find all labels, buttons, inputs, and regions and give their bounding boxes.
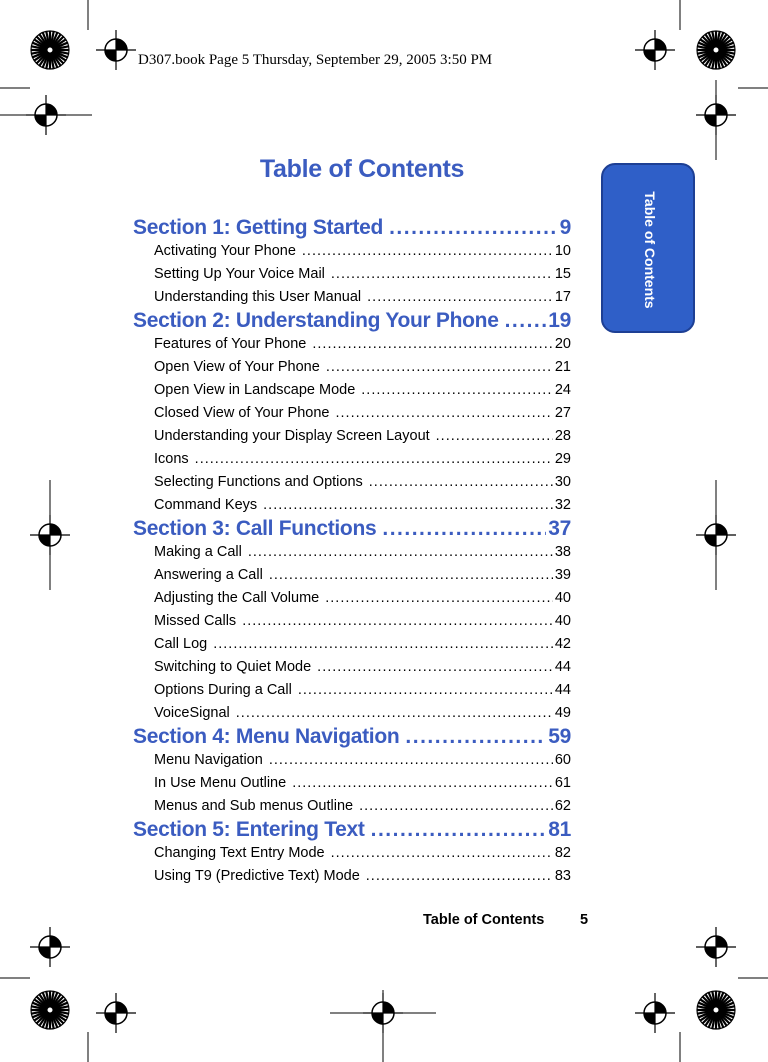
entry-title: VoiceSignal (154, 705, 230, 721)
footer-label: Table of Contents (423, 912, 545, 928)
toc-entry[interactable] (154, 587, 571, 610)
entry-title: Closed View of Your Phone (154, 405, 330, 421)
entry-title: Activating Your Phone (154, 243, 296, 259)
section-title: Section 1: Getting Started (133, 216, 384, 239)
table-of-contents (133, 216, 571, 888)
leader-dots (361, 379, 553, 402)
toc-entry[interactable] (154, 702, 571, 725)
entry-title: In Use Menu Outline (154, 775, 287, 791)
entry-page: 17 (554, 289, 571, 305)
entry-page: 15 (554, 266, 571, 282)
toc-entry[interactable] (154, 679, 571, 702)
leader-dots (505, 309, 547, 333)
section-title: Section 3: Call Functions (133, 517, 377, 540)
entry-title: Using T9 (Predictive Text) Mode (154, 868, 360, 884)
leader-dots (263, 494, 553, 517)
section-page: 37 (548, 517, 571, 540)
entry-page: 32 (554, 497, 571, 513)
leader-dots (213, 633, 553, 656)
toc-section-2[interactable] (133, 309, 571, 333)
entry-title: Setting Up Your Voice Mail (154, 266, 325, 282)
entry-page: 40 (554, 590, 571, 606)
leader-dots (366, 865, 553, 888)
side-tab (601, 163, 695, 333)
entry-title: Menu Navigation (154, 752, 263, 768)
toc-entry[interactable] (154, 286, 571, 309)
entry-page: 82 (554, 845, 571, 861)
entry-page: 28 (554, 428, 571, 444)
entry-title: Open View of Your Phone (154, 359, 320, 375)
entry-page: 20 (554, 336, 571, 352)
entry-title: Making a Call (154, 544, 242, 560)
toc-entry[interactable] (154, 448, 571, 471)
leader-dots (292, 772, 553, 795)
toc-section-1[interactable] (133, 216, 571, 240)
section-page: 59 (548, 725, 571, 748)
toc-entry[interactable] (154, 865, 571, 888)
toc-entry[interactable] (154, 425, 571, 448)
leader-dots (326, 356, 553, 379)
entry-title: Missed Calls (154, 613, 237, 629)
toc-entry[interactable] (154, 379, 571, 402)
entry-page: 38 (554, 544, 571, 560)
leader-dots (367, 286, 553, 309)
leader-dots (236, 702, 553, 725)
toc-entry[interactable] (154, 356, 571, 379)
leader-dots (248, 541, 553, 564)
toc-entry[interactable] (154, 471, 571, 494)
leader-dots (389, 216, 558, 240)
entry-title: Changing Text Entry Mode (154, 845, 325, 861)
section-page: 19 (548, 309, 571, 332)
entry-page: 42 (554, 636, 571, 652)
entry-page: 49 (554, 705, 571, 721)
entry-title: Menus and Sub menus Outline (154, 798, 354, 814)
leader-dots (371, 818, 547, 842)
leader-dots (331, 842, 553, 865)
entry-title: Understanding this User Manual (154, 289, 362, 305)
toc-entry[interactable] (154, 610, 571, 633)
entry-title: Understanding your Display Screen Layout (154, 428, 430, 444)
toc-entry[interactable] (154, 564, 571, 587)
toc-entry[interactable] (154, 333, 571, 356)
entry-page: 10 (554, 243, 571, 259)
entry-title: Features of Your Phone (154, 336, 307, 352)
section-page: 9 (559, 216, 571, 239)
toc-entry[interactable] (154, 541, 571, 564)
section-title: Section 5: Entering Text (133, 818, 365, 841)
section-title: Section 2: Understanding Your Phone (133, 309, 499, 332)
leader-dots (382, 517, 546, 541)
toc-entry[interactable] (154, 240, 571, 263)
entry-title: Adjusting the Call Volume (154, 590, 320, 606)
side-tab-label: Table of Contents (642, 191, 658, 309)
entry-title: Command Keys (154, 497, 258, 513)
entry-title: Answering a Call (154, 567, 263, 583)
entry-page: 27 (554, 405, 571, 421)
toc-entry[interactable] (154, 494, 571, 517)
leader-dots (325, 587, 553, 610)
entry-page: 83 (554, 868, 571, 884)
entry-title: Switching to Quiet Mode (154, 659, 312, 675)
entry-page: 30 (554, 474, 571, 490)
leader-dots (312, 333, 552, 356)
entry-page: 62 (554, 798, 571, 814)
entry-page: 44 (554, 682, 571, 698)
entry-title: Selecting Functions and Options (154, 474, 363, 490)
section-page: 81 (548, 818, 571, 841)
toc-entry[interactable] (154, 749, 571, 772)
toc-entry[interactable] (154, 633, 571, 656)
entry-title: Options During a Call (154, 682, 292, 698)
leader-dots (405, 725, 546, 749)
entry-title: Open View in Landscape Mode (154, 382, 356, 398)
leader-dots (335, 402, 552, 425)
entry-page: 39 (554, 567, 571, 583)
toc-entry[interactable] (154, 402, 571, 425)
leader-dots (317, 656, 553, 679)
leader-dots (195, 448, 553, 471)
entry-page: 44 (554, 659, 571, 675)
section-title: Section 4: Menu Navigation (133, 725, 400, 748)
page-title: Table of Contents (259, 155, 465, 183)
footer-page-number: 5 (580, 912, 589, 928)
toc-entry[interactable] (154, 263, 571, 286)
entry-page: 29 (554, 451, 571, 467)
toc-entry[interactable] (154, 656, 571, 679)
entry-page: 60 (554, 752, 571, 768)
leader-dots (369, 471, 553, 494)
leader-dots (302, 240, 553, 263)
print-header: D307.book Page 5 Thursday, September 29, 2005 3:50 PM (138, 52, 493, 68)
leader-dots (269, 749, 553, 772)
toc-entry[interactable] (154, 842, 571, 865)
leader-dots (242, 610, 553, 633)
entry-page: 61 (554, 775, 571, 791)
entry-title: Icons (154, 451, 189, 467)
toc-section-5[interactable] (133, 818, 571, 842)
toc-section-4[interactable] (133, 725, 571, 749)
entry-title: Call Log (154, 636, 208, 652)
leader-dots (298, 679, 553, 702)
toc-entry[interactable] (154, 772, 571, 795)
entry-page: 24 (554, 382, 571, 398)
leader-dots (269, 564, 553, 587)
leader-dots (359, 795, 553, 818)
toc-entry[interactable] (154, 795, 571, 818)
leader-dots (331, 263, 553, 286)
entry-page: 21 (554, 359, 571, 375)
entry-page: 40 (554, 613, 571, 629)
toc-section-3[interactable] (133, 517, 571, 541)
leader-dots (436, 425, 553, 448)
